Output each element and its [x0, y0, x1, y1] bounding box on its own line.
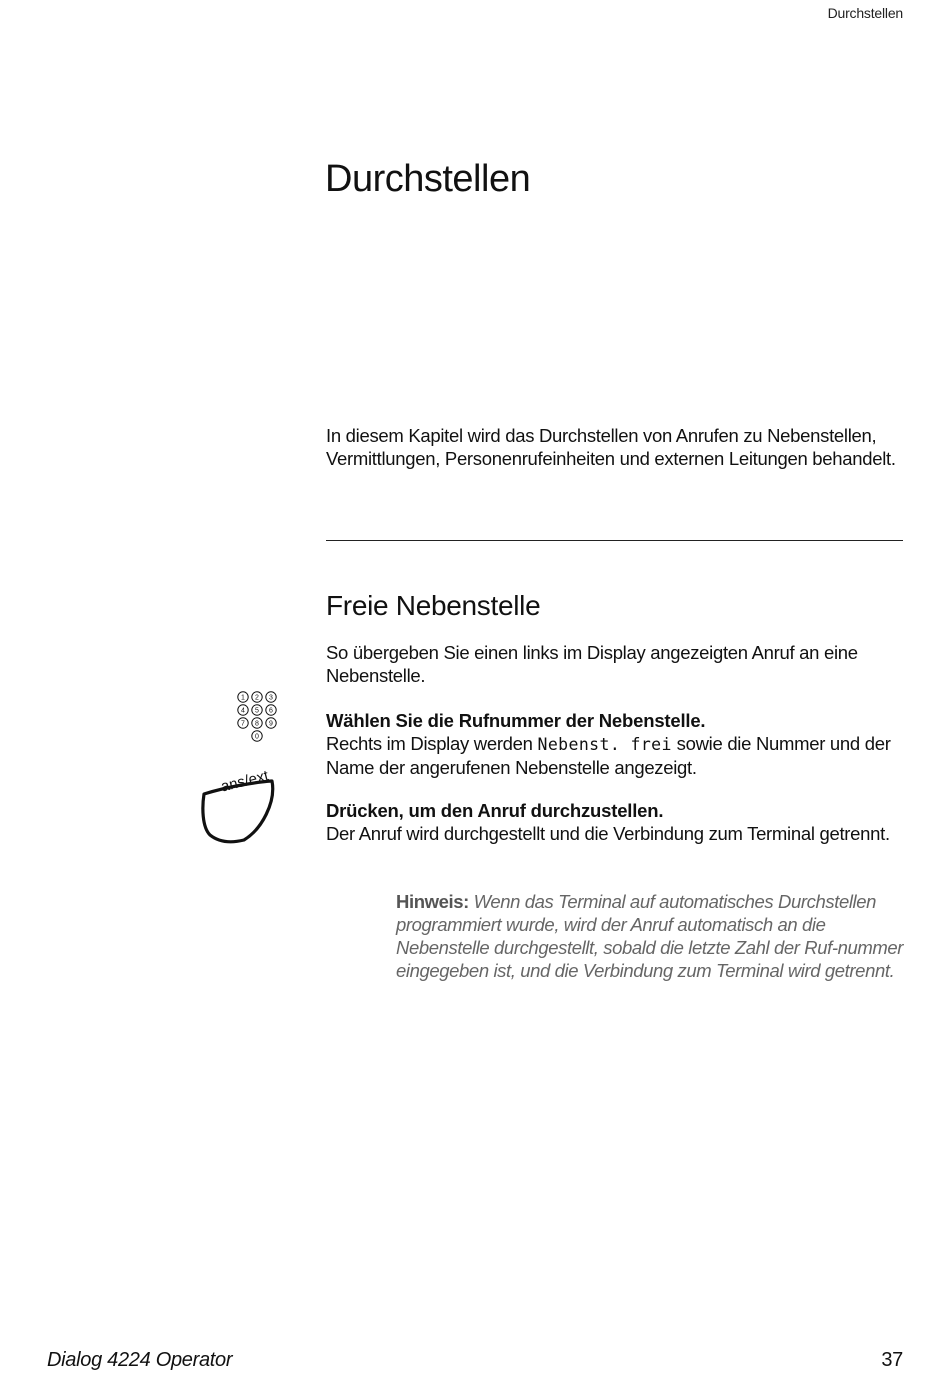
footer-product: Dialog 4224 Operator [47, 1349, 233, 1371]
keypad-key-label: 6 [269, 707, 273, 715]
step-transfer [326, 799, 916, 845]
display-text: Nebenst. frei [537, 735, 672, 754]
step-dial-title: Wählen Sie die Rufnummer der Nebenstelle. [326, 710, 706, 731]
step-dial [326, 709, 916, 779]
keypad-key-label: 3 [269, 694, 273, 702]
keypad-key-label: 8 [255, 720, 259, 728]
keypad-icon [235, 688, 283, 748]
keypad-key-label: 4 [241, 707, 245, 715]
keypad-key-label: 1 [241, 694, 245, 702]
keypad-key-label: 5 [255, 707, 259, 715]
section-title: Freie Nebenstelle [326, 590, 541, 621]
note-label: Hinweis: [396, 891, 469, 912]
step-dial-text-after: sowie die Nummer und der Name der angerufenen Nebenstelle angezeigt. [326, 733, 891, 778]
section-divider [326, 540, 903, 541]
note [396, 890, 916, 982]
page-number: 37 [881, 1349, 903, 1371]
chapter-intro: In diesem Kapitel wird das Durchstellen von Anrufen zu Nebenstellen, Vermittlungen, Personenrufeinheiten und externen Leitungen behandelt. [326, 425, 896, 469]
step-transfer-title: Drücken, um den Anruf durchzustellen. [326, 800, 664, 821]
step-transfer-text: Der Anruf wird durchgestellt und die Verbindung zum Terminal getrennt. [326, 823, 890, 844]
handset-key-label: ans/ext [219, 767, 271, 796]
handset-key-icon [196, 757, 286, 847]
running-header: Durchstellen [827, 5, 903, 21]
keypad-key-label: 9 [269, 720, 273, 728]
keypad-key-label: 2 [255, 694, 259, 702]
step-dial-text-before: Rechts im Display werden [326, 733, 538, 754]
chapter-title: Durchstellen [325, 158, 531, 200]
note-text: Wenn das Terminal auf automatisches Durchstellen programmiert wurde, wird der Anruf automatisch an die Nebenstelle durchgestellt, sobald die letzte Zahl der Ruf-nummer eingegeben ist, und die Verbindung zum Terminal wird getrennt. [396, 891, 904, 981]
keypad-key-label: 0 [255, 733, 259, 741]
keypad-key-label: 7 [241, 720, 245, 728]
section-intro: So übergeben Sie einen links im Display angezeigten Anruf an eine Nebenstelle. [326, 642, 858, 686]
